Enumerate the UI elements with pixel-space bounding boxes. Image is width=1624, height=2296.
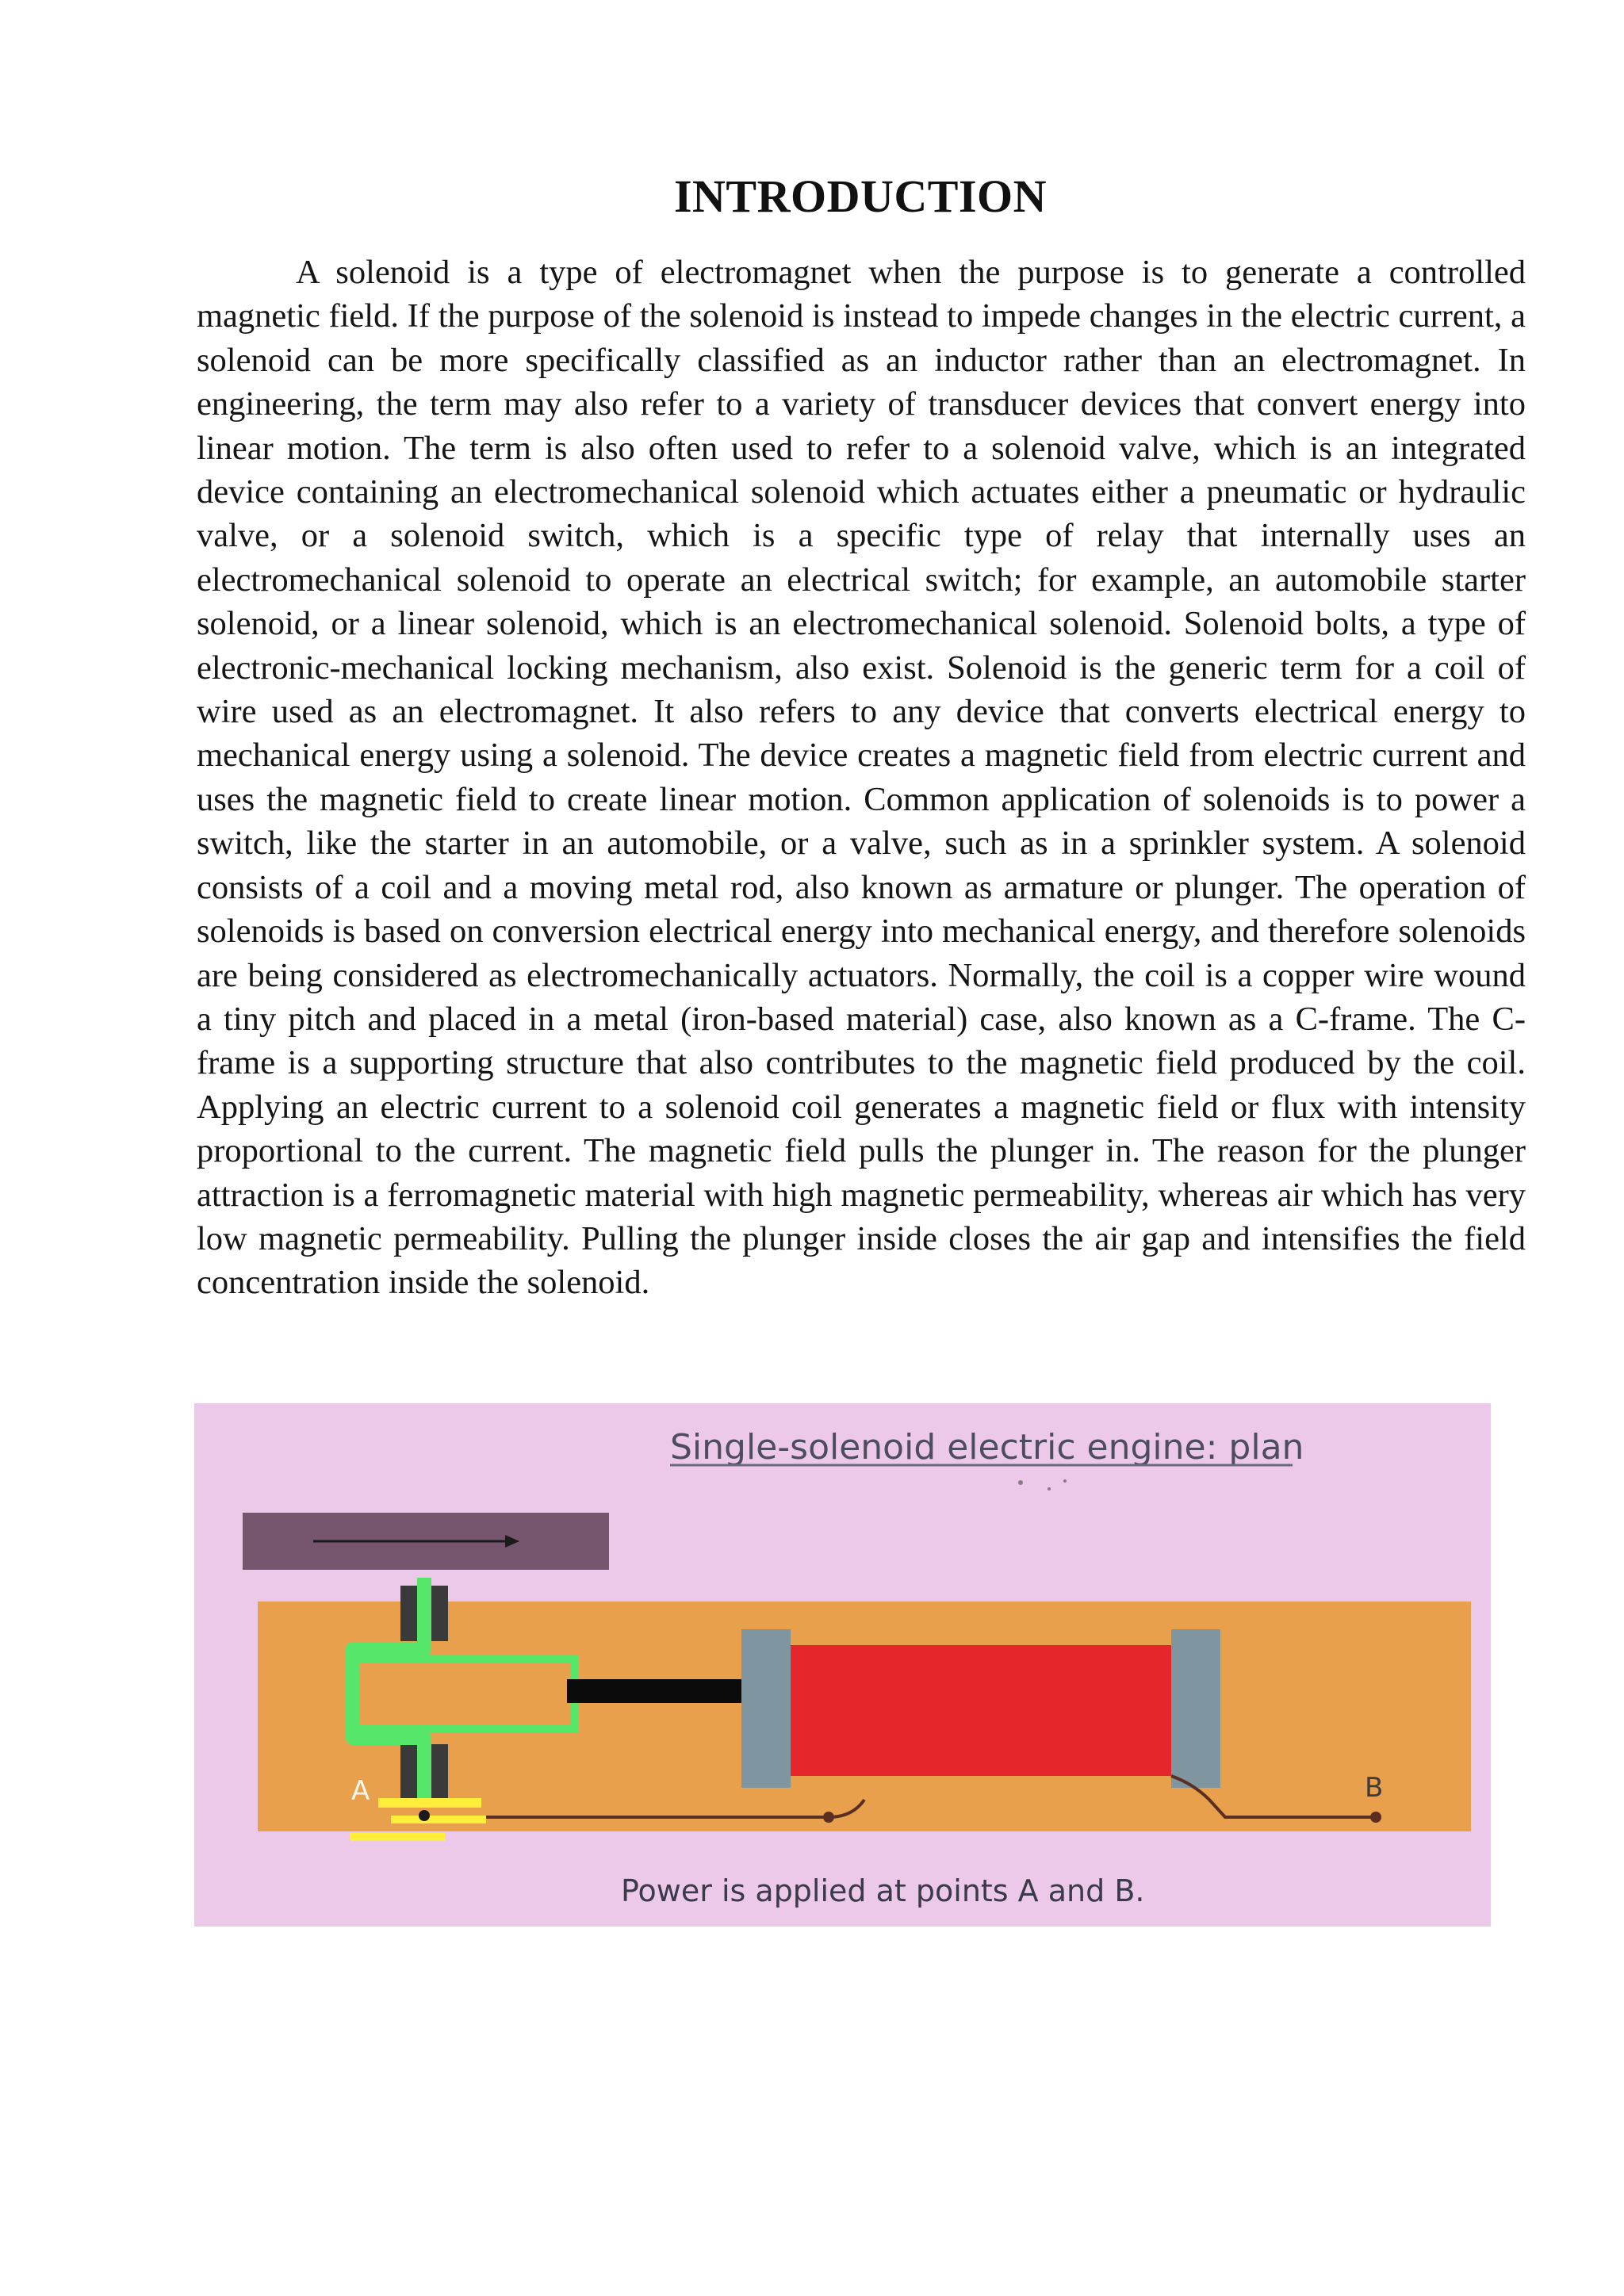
diagram-caption: Power is applied at points A and B. [621, 1873, 1145, 1908]
right-end-plate [1171, 1629, 1220, 1788]
left-end-plate [741, 1629, 791, 1788]
terminal-a [419, 1810, 430, 1821]
wire-junction [823, 1812, 834, 1823]
solenoid-diagram [194, 1403, 1491, 1927]
page-heading: INTRODUCTION [673, 170, 1048, 222]
contact-strip [391, 1816, 486, 1823]
point-b-label: B [1365, 1772, 1384, 1804]
speckle [1018, 1480, 1023, 1485]
diagram-title: Single-solenoid electric engine: plan [670, 1427, 1304, 1468]
solenoid-coil [791, 1645, 1171, 1776]
speckle [1048, 1487, 1051, 1490]
body-paragraph: A solenoid is a type of electromagnet when the purpose is to generate a controlled magnetic field. If the purpose of the solenoid is instead to impede changes in the electric current, a solenoid can be more specifically classified as an inductor rather than an electromagnet. In engineering, the term may also refer to a variety of transducer devices that convert energy into linear motion. The term is also often used to refer to a solenoid valve, which is an integrated device containing an electromechanical solenoid which actuates either a pneumatic or hydraulic valve, or a solenoid switch, which is a specific type of relay that internally uses an electromechanical solenoid to operate an electrical switch; for example, an automobile starter solenoid, or a linear solenoid, which is an electromechanical solenoid. Solenoid bolts, a type of electronic-mechanical locking mechanism, also exist. Solenoid is the generic term for a coil of wire used as an electromagnet. It also refers to any device that converts electrical energy to mechanical energy using a solenoid. The device creates a magnetic field from electric current and uses the magnetic field to create linear motion. Common application of solenoids is to power a switch, like the starter in an automobile, or a valve, such as in a sprinkler system. A solenoid consists of a coil and a moving metal rod, also known as armature or plunger. The operation of solenoids is based on conversion electrical energy into mechanical energy, and therefore solenoids are being considered as electromechanically actuators. Normally, the coil is a copper wire wound a tiny pitch and placed in a metal (iron-based material) case, also known as a C-frame. The C-frame is a supporting structure that also contributes to the magnetic field produced by the coil. Applying an electric current to a solenoid coil generates a magnetic field or flux with intensity proportional to the current. The magnetic field pulls the plunger in. The reason for the plunger attraction is a ferromagnetic material with high magnetic permeability, whereas air which has very low magnetic permeability. Pulling the plunger inside closes the air gap and intensifies the field concentration inside the solenoid. [197, 254, 1526, 1302]
terminal-b [1370, 1812, 1381, 1823]
contact-strip [350, 1833, 445, 1841]
speckle [1063, 1479, 1067, 1483]
contact-strip [378, 1798, 481, 1808]
solenoid-diagram-svg [194, 1403, 1491, 1927]
point-a-label: A [351, 1775, 370, 1807]
